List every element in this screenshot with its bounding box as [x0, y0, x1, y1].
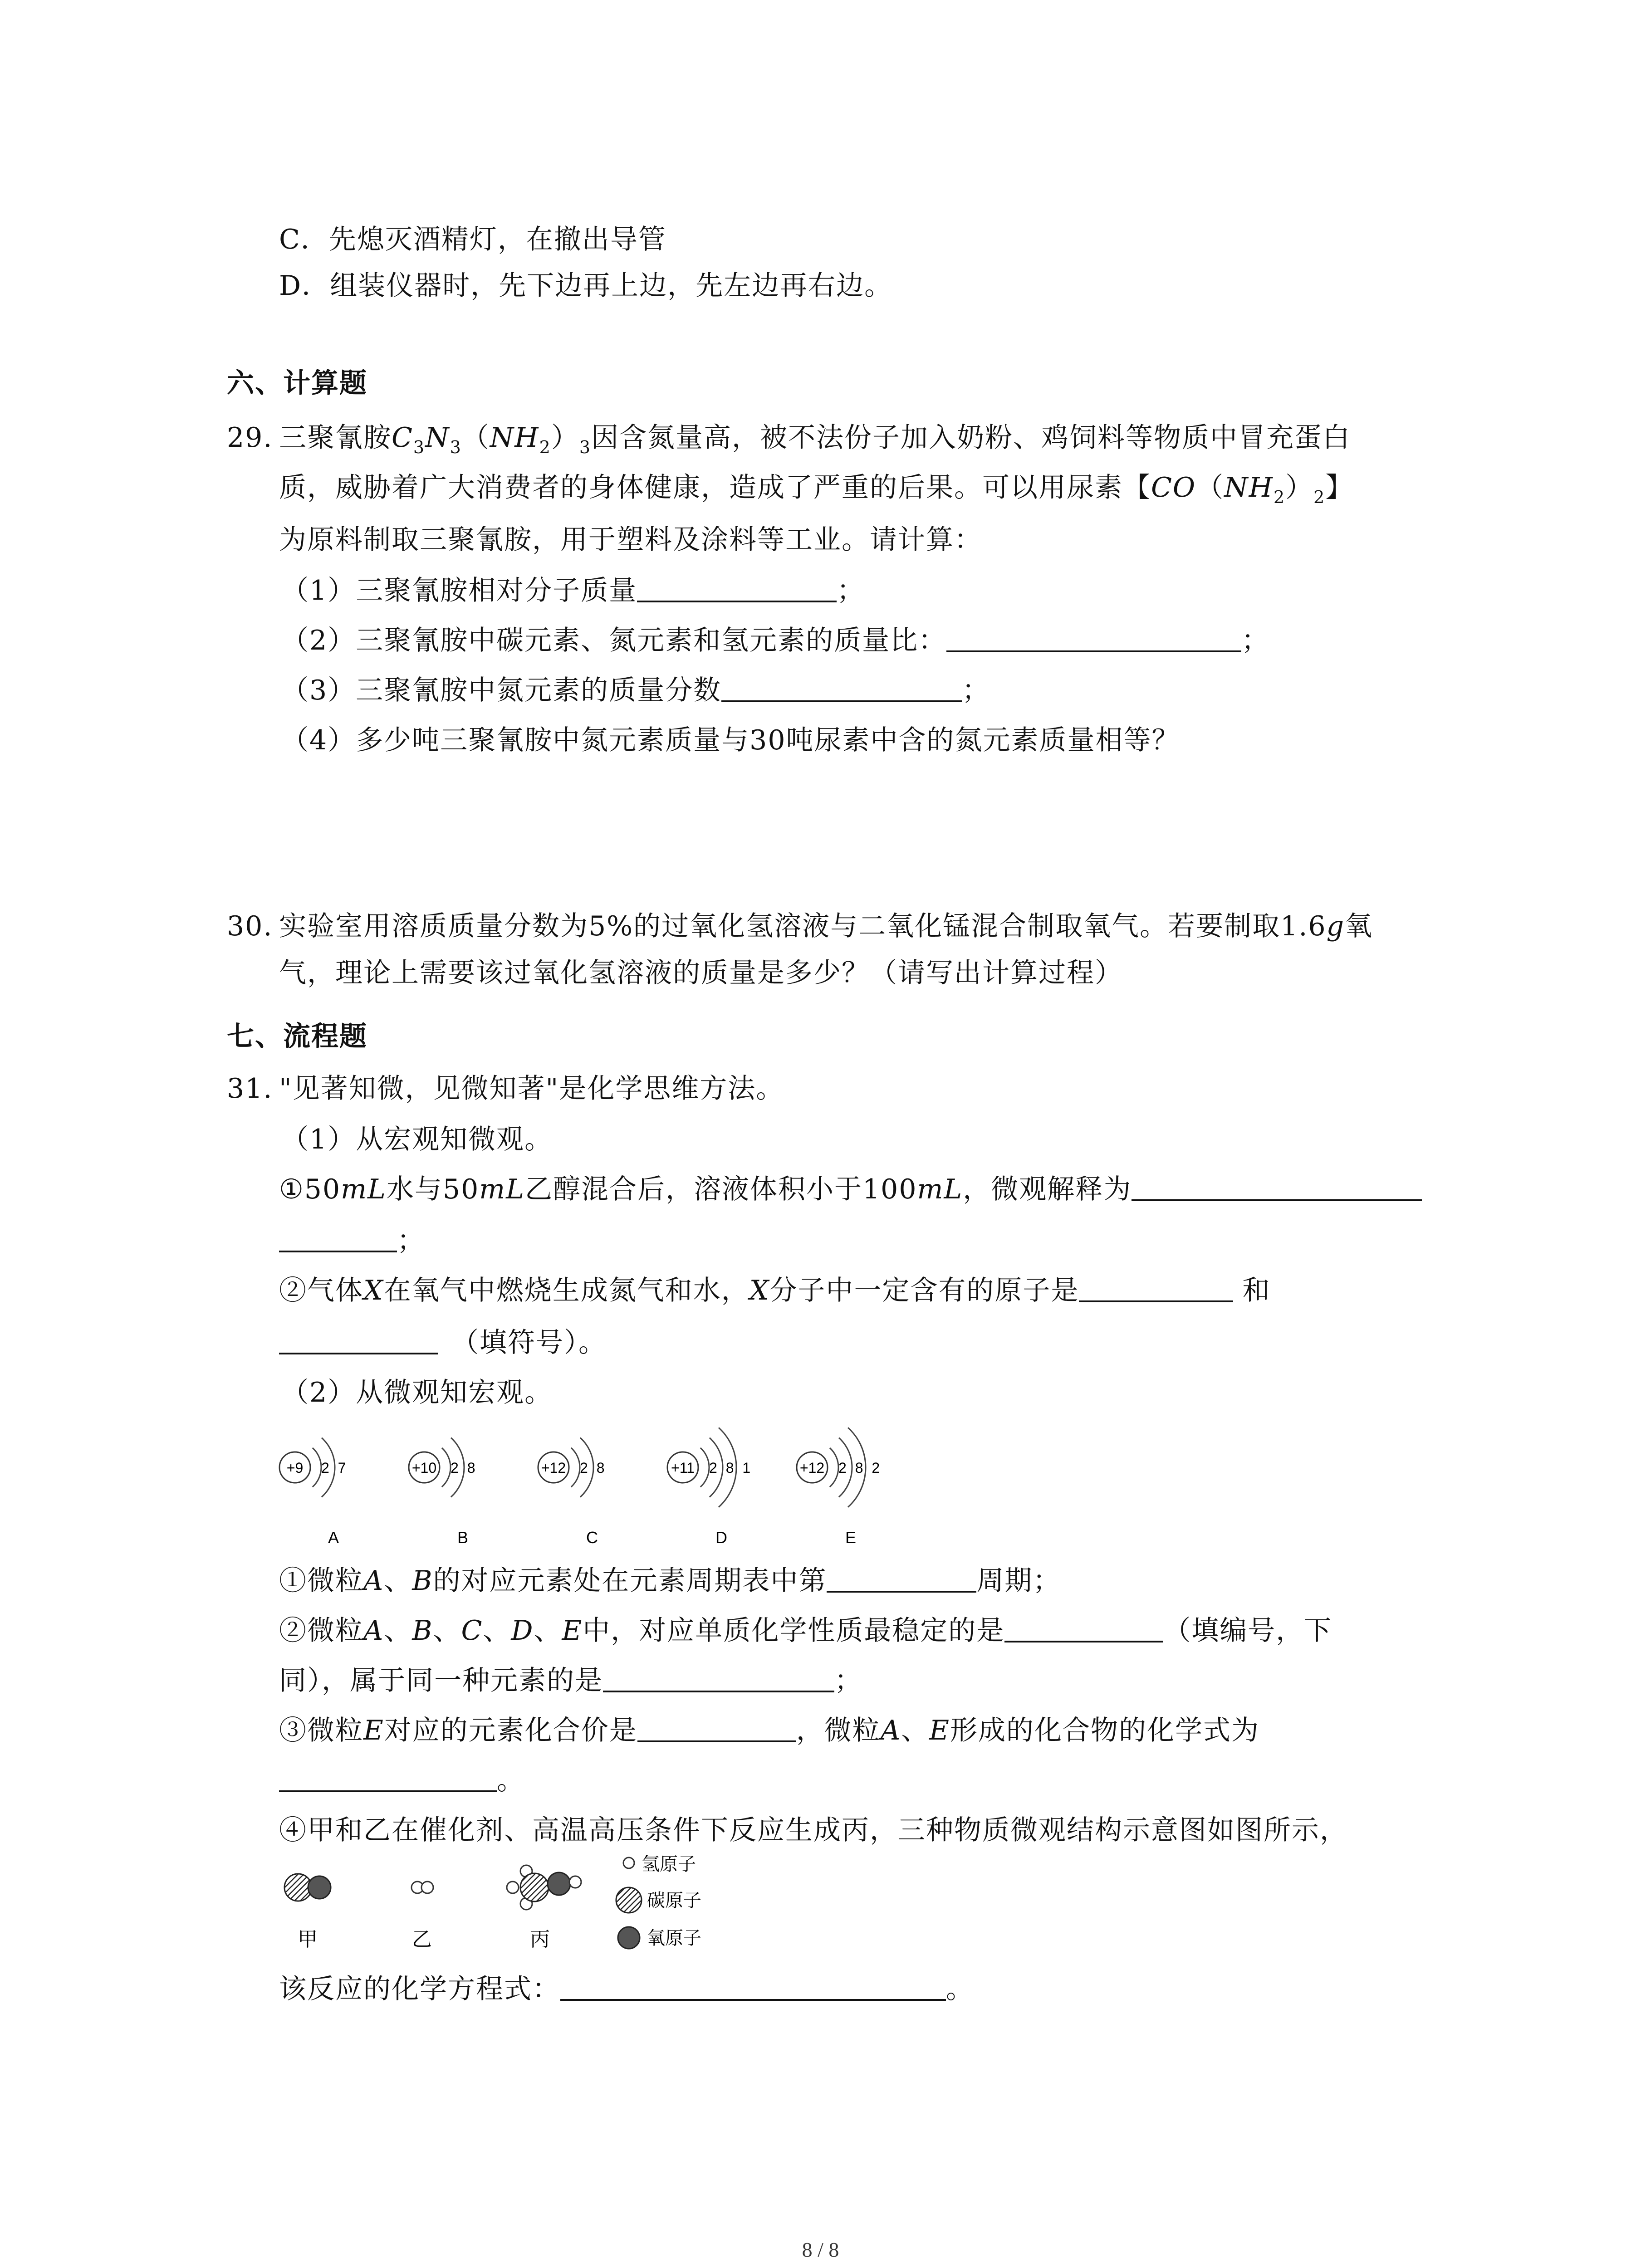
q31-p1-item1-blank-b[interactable] [279, 1224, 397, 1252]
q31-stable-blank[interactable] [1004, 1614, 1163, 1642]
q29-sub4: （4）多少吨三聚氰胺中氮元素质量与30吨尿素中含的氮元素质量相等？ [281, 724, 1180, 756]
q31-valence-blank[interactable] [637, 1714, 796, 1742]
atom-label: E [845, 1528, 857, 1547]
q31-p2-item2: ②微粒A、B、C、D、E中，对应单质化学性质最稳定的是 （填编号，下 [279, 1615, 1332, 1647]
electron-shell-arc [830, 1448, 838, 1487]
q31-equation-blank[interactable] [560, 1973, 946, 2001]
electron-shell-arc [313, 1448, 321, 1487]
q29-line3: 为原料制取三聚氰胺，用于塑料及涂料等工业。请计算： [279, 524, 982, 556]
molecule-figure [272, 1853, 771, 1957]
q31-formula-blank[interactable] [279, 1764, 497, 1792]
q31-p2-item3: ③微粒E对应的元素化合价是 ，微粒A、E形成的化合物的化学式为 [279, 1715, 1259, 1746]
q30-line2: 气，理论上需要该过氧化氢溶液的质量是多少？（请写出计算过程） [279, 957, 1123, 989]
atom-diagram-b [409, 1438, 475, 1547]
nucleus-charge: +12 [541, 1460, 566, 1476]
q31-p1-item2-blank-a[interactable] [1079, 1274, 1233, 1302]
molecule-label-yi: 乙 [412, 1928, 432, 1950]
atom-structure-figure [272, 1424, 880, 1560]
q29-sub3: （3）三聚氰胺中氮元素的质量分数 ； [281, 675, 990, 706]
q29-sub2: （2）三聚氰胺中碳元素、氮元素和氢元素的质量比： ； [281, 625, 1270, 656]
atom-label: D [715, 1528, 727, 1547]
electron-shell-arc [571, 1448, 580, 1487]
legend-oxygen-label: 氧原子 [647, 1928, 701, 1948]
molecule-yi [411, 1882, 433, 1893]
q31-part2: （2）从微观知宏观。 [281, 1377, 553, 1408]
q31-p1-item2: ②气体X在氧气中燃烧生成氮气和水，X分子中一定含有的原子是 和 [279, 1275, 1271, 1306]
section-title-process: 七、流程题 [227, 1021, 367, 1052]
molecule-legend [616, 1854, 701, 1949]
electron-counts: 2 8 2 [838, 1460, 880, 1476]
atom-diagram-a [279, 1438, 346, 1547]
electron-shell-arc [700, 1448, 709, 1487]
q31-intro: "见著知微，见微知著"是化学思维方法。 [279, 1073, 784, 1105]
atom-diagram-d [667, 1427, 750, 1547]
q29-line2: 质，威胁着广大消费者的身体健康，造成了严重的后果。可以用尿素【$CO(NH_2)_2$】 [279, 472, 1354, 507]
q31-part1: （1）从宏观知微观。 [281, 1124, 553, 1155]
nucleus-charge: +9 [286, 1460, 304, 1476]
q29-line1: 三聚氰胺$C_3N_3(NH_2)_3$因含氮量高，被不法份子加入奶粉、鸡饲料等物质中冒充蛋白 [279, 422, 1351, 457]
electron-counts: 2 8 [580, 1460, 605, 1476]
molecule-label-jia: 甲 [298, 1928, 318, 1950]
q29-sub1-answer-blank[interactable] [637, 574, 837, 602]
option-d: D．组装仪器时，先下边再上边，先左边再右边。 [279, 270, 893, 302]
q31-p1-item1-blank-a[interactable] [1132, 1173, 1422, 1201]
q31-p2-item1: ①微粒A、B的对应元素处在元素周期表中第 周期； [279, 1565, 1061, 1597]
q29-sub3-answer-blank[interactable] [721, 674, 962, 702]
q29-number: 29. [227, 422, 273, 454]
q31-number: 31. [227, 1073, 273, 1105]
q29-sub1: （1）三聚氰胺相对分子质量 ； [281, 575, 865, 606]
q31-p1-item2-cont: （填符号）。 [279, 1325, 607, 1361]
option-c: C．先熄灭酒精灯，在撤出导管 [279, 224, 666, 255]
nucleus-charge: +10 [411, 1460, 437, 1476]
molecule-label-bing: 丙 [530, 1928, 550, 1950]
q31-p1-item2-blank-b[interactable] [279, 1326, 438, 1354]
atom-label: C [586, 1528, 598, 1547]
q30-number: 30. [227, 910, 273, 942]
page-number: 8 / 8 [802, 2238, 839, 2261]
legend-hydrogen-icon [623, 1857, 634, 1868]
legend-carbon-label: 碳原子 [647, 1891, 701, 1911]
legend-carbon-icon [616, 1887, 642, 1913]
q31-same-element-blank[interactable] [603, 1664, 834, 1692]
atom-label: B [457, 1528, 469, 1547]
molecule-bing [507, 1865, 581, 1910]
legend-oxygen-icon [618, 1927, 640, 1949]
q31-p2-item2-cont: 同），属于同一种元素的是 ； [279, 1665, 862, 1696]
nucleus-charge: +11 [671, 1460, 695, 1476]
electron-counts: 2 7 [321, 1460, 346, 1476]
q31-period-blank[interactable] [827, 1564, 976, 1593]
molecule-jia [284, 1874, 331, 1901]
atom-diagram-e [797, 1427, 880, 1547]
atom-label: A [328, 1528, 339, 1547]
q31-p2-item3-cont: 。 [279, 1762, 525, 1799]
q31-p2-equation: 该反应的化学方程式： 。 [279, 1973, 974, 2005]
nucleus-charge: +12 [799, 1460, 825, 1476]
q31-p1-item1: ①50mL水与50mL乙醇混合后，溶液体积小于100mL，微观解释为 [279, 1171, 1422, 1207]
q30-line1: 实验室用溶质质量分数为5%的过氧化氢溶液与二氧化锰混合制取氧气。若要制取1.6g氧 [279, 910, 1373, 942]
atom-diagram-c [538, 1438, 604, 1547]
electron-counts: 2 8 1 [709, 1460, 751, 1476]
section-title-calculation: 六、计算题 [227, 367, 367, 399]
q29-sub2-answer-blank[interactable] [946, 624, 1241, 652]
q31-p2-item4: ④甲和乙在催化剂、高温高压条件下反应生成丙，三种物质微观结构示意图如图所示， [279, 1814, 1348, 1846]
electron-shell-arc [442, 1448, 451, 1487]
legend-hydrogen-label: 氢原子 [642, 1854, 696, 1874]
q31-p1-item1-cont: ； [279, 1222, 425, 1259]
electron-counts: 2 8 [451, 1460, 475, 1476]
